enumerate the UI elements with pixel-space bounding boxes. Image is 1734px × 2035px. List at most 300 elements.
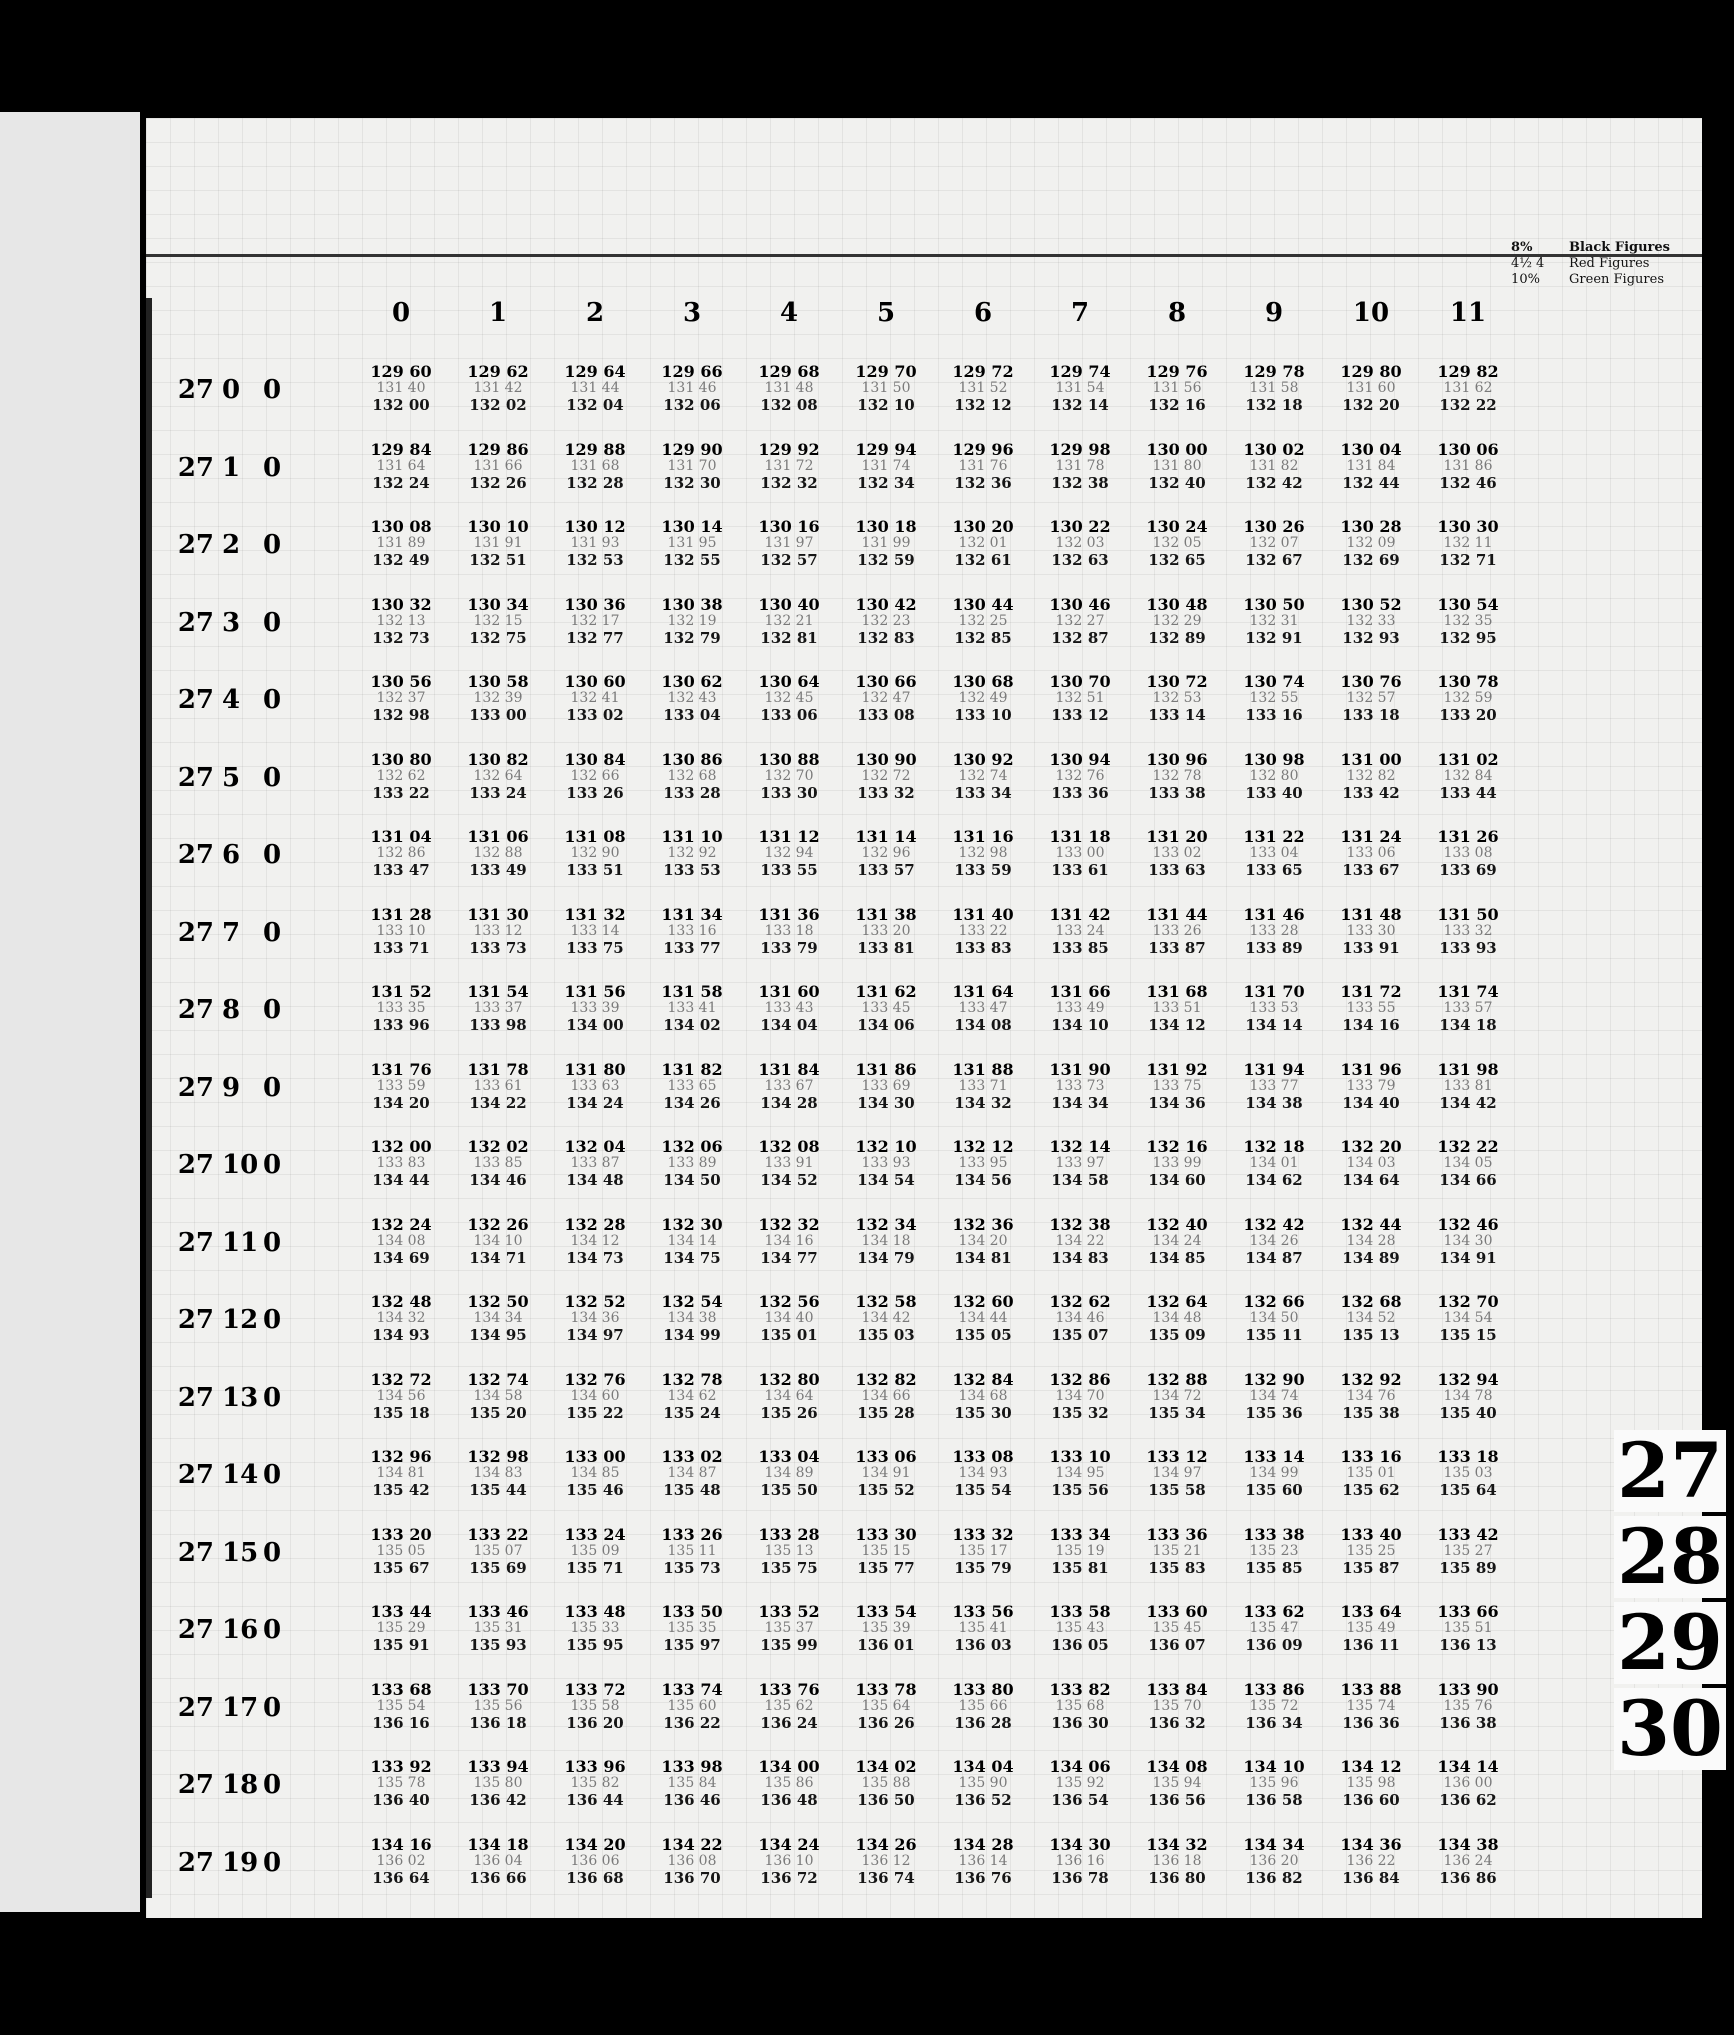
table-cell bbox=[1138, 673, 1216, 724]
table-cell bbox=[1235, 983, 1313, 1034]
table-cell bbox=[1041, 1138, 1119, 1189]
black-figure: 131 66 bbox=[1049, 982, 1111, 1001]
thumb-tab[interactable]: 27 bbox=[1614, 1430, 1726, 1512]
red-figure: 131 44 bbox=[570, 380, 620, 396]
green-figure: 133 47 bbox=[372, 861, 430, 879]
row-header-part: 1 bbox=[222, 452, 241, 483]
red-figure: 132 31 bbox=[1249, 612, 1299, 629]
table-cell bbox=[1041, 518, 1119, 569]
black-figure: 133 04 bbox=[758, 1447, 820, 1466]
green-figure: 134 46 bbox=[469, 1171, 527, 1189]
table-cell bbox=[847, 1216, 925, 1267]
red-figure: 131 97 bbox=[764, 535, 814, 551]
black-figure: 133 84 bbox=[1146, 1679, 1208, 1699]
black-figure: 130 80 bbox=[370, 749, 432, 769]
black-figure: 133 22 bbox=[467, 1524, 529, 1544]
red-figure: 132 92 bbox=[667, 845, 717, 861]
table-cell bbox=[556, 673, 634, 724]
table-cell bbox=[556, 1681, 634, 1732]
table-cell bbox=[1332, 363, 1410, 414]
table-cell bbox=[750, 441, 828, 492]
table-cell bbox=[847, 1758, 925, 1809]
table-cell bbox=[653, 518, 731, 569]
black-figure: 134 06 bbox=[1049, 1757, 1111, 1776]
green-figure: 132 55 bbox=[663, 551, 721, 569]
row-header bbox=[176, 1848, 284, 1878]
row-header-part: 7 bbox=[222, 917, 241, 948]
red-figure: 132 68 bbox=[667, 767, 717, 784]
green-figure: 133 04 bbox=[663, 706, 721, 724]
table-cell bbox=[1429, 906, 1507, 957]
table-cell bbox=[1041, 1603, 1119, 1654]
table-cell bbox=[1235, 1448, 1313, 1499]
red-figure: 135 41 bbox=[958, 1620, 1008, 1636]
table-cell bbox=[362, 596, 440, 647]
table-cell bbox=[750, 906, 828, 957]
red-figure: 132 41 bbox=[570, 690, 620, 706]
red-figure: 135 98 bbox=[1346, 1775, 1396, 1791]
table-cell bbox=[750, 1758, 828, 1809]
table-cell bbox=[1235, 1758, 1313, 1809]
table-cell bbox=[944, 1758, 1022, 1809]
green-figure: 132 42 bbox=[1245, 473, 1303, 492]
green-figure: 136 64 bbox=[372, 1868, 430, 1887]
black-figure: 133 66 bbox=[1437, 1602, 1499, 1621]
row-header-part: 10 bbox=[222, 1150, 259, 1180]
black-figure: 133 56 bbox=[952, 1602, 1014, 1621]
green-figure: 133 51 bbox=[566, 861, 624, 879]
column-header: 7 bbox=[1070, 298, 1090, 328]
black-figure: 129 86 bbox=[467, 439, 529, 459]
black-figure: 130 04 bbox=[1340, 439, 1402, 459]
green-figure: 132 12 bbox=[954, 396, 1012, 414]
green-figure: 134 73 bbox=[566, 1248, 624, 1267]
green-figure: 136 72 bbox=[760, 1868, 818, 1887]
red-figure: 133 67 bbox=[764, 1077, 814, 1094]
green-figure: 134 79 bbox=[857, 1248, 915, 1267]
green-figure: 136 86 bbox=[1439, 1868, 1497, 1887]
red-figure: 134 44 bbox=[958, 1310, 1008, 1326]
red-figure: 134 30 bbox=[1443, 1232, 1493, 1249]
black-figure: 129 84 bbox=[370, 439, 432, 459]
black-figure: 130 52 bbox=[1340, 594, 1402, 614]
black-figure: 130 46 bbox=[1049, 594, 1111, 614]
black-figure: 133 18 bbox=[1437, 1447, 1499, 1466]
table-cell bbox=[750, 596, 828, 647]
table-cell bbox=[362, 1293, 440, 1344]
table-cell bbox=[1138, 363, 1216, 414]
black-figure: 130 64 bbox=[758, 672, 820, 691]
black-figure: 134 12 bbox=[1340, 1757, 1402, 1776]
black-figure: 134 28 bbox=[952, 1834, 1014, 1854]
table-cell bbox=[362, 1371, 440, 1422]
green-figure: 132 06 bbox=[663, 396, 721, 414]
red-figure: 134 16 bbox=[764, 1232, 814, 1249]
red-figure: 132 80 bbox=[1249, 767, 1299, 784]
red-figure: 132 74 bbox=[958, 767, 1008, 784]
row-header-part: 19 bbox=[222, 1847, 259, 1878]
black-figure: 129 68 bbox=[758, 362, 820, 381]
green-figure: 132 61 bbox=[954, 551, 1012, 569]
red-figure: 132 19 bbox=[667, 612, 717, 629]
red-figure: 133 97 bbox=[1055, 1155, 1105, 1171]
red-figure: 132 33 bbox=[1346, 612, 1396, 629]
table-cell bbox=[1235, 906, 1313, 957]
red-figure: 132 88 bbox=[473, 845, 523, 861]
black-figure: 130 78 bbox=[1437, 672, 1499, 691]
green-figure: 134 06 bbox=[857, 1016, 915, 1034]
green-figure: 132 83 bbox=[857, 628, 915, 647]
table-cell bbox=[1041, 673, 1119, 724]
row-header-part: 27 bbox=[177, 530, 214, 560]
row-header bbox=[176, 530, 284, 560]
black-figure: 133 34 bbox=[1049, 1524, 1111, 1544]
green-figure: 135 38 bbox=[1342, 1403, 1400, 1422]
table-cell bbox=[847, 1603, 925, 1654]
row-header bbox=[176, 1073, 284, 1103]
red-figure: 132 78 bbox=[1152, 767, 1202, 784]
table-cell bbox=[1138, 1371, 1216, 1422]
black-figure: 130 70 bbox=[1049, 672, 1111, 691]
green-figure: 132 67 bbox=[1245, 551, 1303, 569]
red-figure: 133 22 bbox=[958, 922, 1008, 939]
red-figure: 132 64 bbox=[473, 767, 523, 784]
table-cell bbox=[556, 828, 634, 879]
black-figure: 131 34 bbox=[661, 904, 723, 924]
table-cell bbox=[1332, 751, 1410, 802]
row-header bbox=[176, 1615, 284, 1645]
red-figure: 132 13 bbox=[376, 612, 426, 629]
table-cell bbox=[847, 1448, 925, 1499]
green-figure: 136 03 bbox=[954, 1636, 1012, 1654]
green-figure: 133 40 bbox=[1245, 783, 1303, 802]
red-figure: 135 09 bbox=[570, 1542, 620, 1559]
black-figure: 133 62 bbox=[1243, 1602, 1305, 1621]
red-figure: 133 30 bbox=[1346, 922, 1396, 939]
green-figure: 135 60 bbox=[1245, 1481, 1303, 1499]
table-cell bbox=[1235, 1138, 1313, 1189]
black-figure: 130 32 bbox=[370, 594, 432, 614]
table-cell bbox=[459, 1758, 537, 1809]
table-cell bbox=[653, 1681, 731, 1732]
green-figure: 132 14 bbox=[1051, 396, 1109, 414]
green-figure: 134 54 bbox=[857, 1171, 915, 1189]
table-cell bbox=[1332, 441, 1410, 492]
red-figure: 131 82 bbox=[1249, 457, 1299, 474]
table-cell bbox=[1235, 1603, 1313, 1654]
black-figure: 133 42 bbox=[1437, 1524, 1499, 1544]
black-figure: 133 68 bbox=[370, 1679, 432, 1699]
green-figure: 133 18 bbox=[1342, 706, 1400, 724]
table-cell bbox=[1041, 441, 1119, 492]
green-figure: 132 71 bbox=[1439, 551, 1497, 569]
red-figure: 132 51 bbox=[1055, 690, 1105, 706]
red-figure: 135 51 bbox=[1443, 1620, 1493, 1636]
red-figure: 135 35 bbox=[667, 1620, 717, 1636]
table-cell bbox=[847, 828, 925, 879]
green-figure: 136 70 bbox=[663, 1868, 721, 1887]
row-header-part: 0 bbox=[262, 685, 282, 715]
red-figure: 133 75 bbox=[1152, 1077, 1202, 1094]
table-cell bbox=[1429, 1526, 1507, 1577]
green-figure: 133 85 bbox=[1051, 938, 1109, 957]
green-figure: 134 75 bbox=[663, 1248, 721, 1267]
black-figure: 129 60 bbox=[370, 362, 432, 381]
table-cell bbox=[653, 1138, 731, 1189]
row-header-part: 27 bbox=[177, 917, 214, 948]
green-figure: 135 48 bbox=[663, 1481, 721, 1499]
red-figure: 135 76 bbox=[1443, 1697, 1493, 1714]
legend-label: Red Figures bbox=[1569, 256, 1650, 271]
thumb-tab[interactable]: 29 bbox=[1614, 1602, 1726, 1684]
black-figure: 129 80 bbox=[1340, 362, 1402, 381]
green-figure: 135 91 bbox=[372, 1636, 430, 1654]
black-figure: 134 24 bbox=[758, 1834, 820, 1854]
green-figure: 136 42 bbox=[469, 1791, 527, 1809]
green-figure: 134 24 bbox=[566, 1093, 624, 1112]
table-cell bbox=[556, 1293, 634, 1344]
legend-key: 4½ 4 bbox=[1511, 256, 1545, 271]
green-figure: 133 91 bbox=[1342, 938, 1400, 957]
red-figure: 136 08 bbox=[667, 1852, 717, 1869]
black-figure: 129 98 bbox=[1049, 439, 1111, 459]
green-figure: 132 91 bbox=[1245, 628, 1303, 647]
table-cell bbox=[556, 596, 634, 647]
red-figure: 135 66 bbox=[958, 1697, 1008, 1714]
red-figure: 132 01 bbox=[958, 535, 1008, 551]
green-figure: 136 52 bbox=[954, 1791, 1012, 1809]
black-figure: 130 24 bbox=[1146, 517, 1208, 536]
green-figure: 133 63 bbox=[1148, 861, 1206, 879]
black-figure: 132 12 bbox=[952, 1137, 1014, 1156]
red-figure: 133 24 bbox=[1055, 922, 1105, 939]
red-figure: 136 24 bbox=[1443, 1852, 1493, 1869]
black-figure: 133 38 bbox=[1243, 1524, 1305, 1544]
green-figure: 133 08 bbox=[857, 706, 915, 724]
red-figure: 135 25 bbox=[1346, 1542, 1396, 1559]
row-header bbox=[176, 375, 284, 405]
black-figure: 132 18 bbox=[1243, 1137, 1305, 1156]
red-figure: 131 78 bbox=[1055, 457, 1105, 474]
green-figure: 136 01 bbox=[857, 1636, 915, 1654]
black-figure: 129 96 bbox=[952, 439, 1014, 459]
red-figure: 132 37 bbox=[376, 690, 426, 706]
black-figure: 133 78 bbox=[855, 1679, 917, 1699]
red-figure: 134 08 bbox=[376, 1232, 426, 1249]
red-figure: 135 29 bbox=[376, 1620, 426, 1636]
green-figure: 132 44 bbox=[1342, 473, 1400, 492]
red-figure: 133 18 bbox=[764, 922, 814, 939]
red-figure: 136 04 bbox=[473, 1852, 523, 1869]
table-cell bbox=[847, 1526, 925, 1577]
black-figure: 130 96 bbox=[1146, 749, 1208, 769]
red-figure: 132 94 bbox=[764, 845, 814, 861]
table-cell bbox=[750, 751, 828, 802]
black-figure: 134 08 bbox=[1146, 1757, 1208, 1776]
green-figure: 135 18 bbox=[372, 1403, 430, 1422]
table-cell bbox=[556, 1758, 634, 1809]
red-figure: 135 60 bbox=[667, 1697, 717, 1714]
red-figure: 131 74 bbox=[861, 457, 911, 474]
column-header: 1 bbox=[488, 298, 508, 328]
black-figure: 129 94 bbox=[855, 439, 917, 459]
red-figure: 134 05 bbox=[1443, 1155, 1493, 1171]
red-figure: 134 52 bbox=[1346, 1310, 1396, 1326]
table-cell bbox=[944, 1526, 1022, 1577]
red-figure: 134 24 bbox=[1152, 1232, 1202, 1249]
red-figure: 135 21 bbox=[1152, 1542, 1202, 1559]
red-figure: 135 96 bbox=[1249, 1775, 1299, 1791]
row-header bbox=[176, 1693, 284, 1723]
red-figure: 135 31 bbox=[473, 1620, 523, 1636]
green-figure: 134 58 bbox=[1051, 1171, 1109, 1189]
black-figure: 132 34 bbox=[855, 1214, 917, 1234]
red-figure: 133 47 bbox=[958, 1000, 1008, 1016]
row-header-part: 27 bbox=[177, 1460, 214, 1490]
red-figure: 135 64 bbox=[861, 1697, 911, 1714]
red-figure: 135 15 bbox=[861, 1542, 911, 1559]
red-figure: 134 76 bbox=[1346, 1387, 1396, 1404]
red-figure: 133 02 bbox=[1152, 845, 1202, 861]
row-header-part: 0 bbox=[262, 1227, 282, 1258]
black-figure: 132 70 bbox=[1437, 1292, 1499, 1311]
table-cell bbox=[847, 751, 925, 802]
green-figure: 133 83 bbox=[954, 938, 1012, 957]
black-figure: 130 22 bbox=[1049, 517, 1111, 536]
black-figure: 130 66 bbox=[855, 672, 917, 691]
black-figure: 132 76 bbox=[564, 1369, 626, 1389]
green-figure: 136 09 bbox=[1245, 1636, 1303, 1654]
green-figure: 133 36 bbox=[1051, 783, 1109, 802]
red-figure: 136 00 bbox=[1443, 1775, 1493, 1791]
black-figure: 130 54 bbox=[1437, 594, 1499, 614]
table-cell bbox=[1138, 828, 1216, 879]
black-figure: 134 26 bbox=[855, 1834, 917, 1854]
green-figure: 134 66 bbox=[1439, 1171, 1497, 1189]
black-figure: 132 26 bbox=[467, 1214, 529, 1234]
black-figure: 132 82 bbox=[855, 1369, 917, 1389]
table-cell bbox=[750, 1448, 828, 1499]
red-figure: 132 86 bbox=[376, 845, 426, 861]
black-figure: 131 72 bbox=[1340, 982, 1402, 1001]
black-figure: 133 98 bbox=[661, 1757, 723, 1776]
table-cell bbox=[944, 1061, 1022, 1112]
table-cell bbox=[1332, 828, 1410, 879]
black-figure: 134 00 bbox=[758, 1757, 820, 1776]
row-header-part: 3 bbox=[222, 607, 241, 638]
column-header: 0 bbox=[391, 298, 411, 328]
green-figure: 133 49 bbox=[469, 861, 527, 879]
red-figure: 133 77 bbox=[1249, 1077, 1299, 1094]
table-cell bbox=[556, 1526, 634, 1577]
green-figure: 133 71 bbox=[372, 938, 430, 957]
black-figure: 131 58 bbox=[661, 982, 723, 1001]
table-cell bbox=[1041, 1758, 1119, 1809]
green-figure: 133 96 bbox=[372, 1016, 430, 1034]
black-figure: 130 82 bbox=[467, 749, 529, 769]
red-figure: 131 99 bbox=[861, 535, 911, 551]
black-figure: 132 08 bbox=[758, 1137, 820, 1156]
legend-key: 8% bbox=[1511, 240, 1533, 255]
red-figure: 133 99 bbox=[1152, 1155, 1202, 1171]
green-figure: 135 26 bbox=[760, 1403, 818, 1422]
red-figure: 135 11 bbox=[667, 1542, 717, 1559]
green-figure: 132 69 bbox=[1342, 551, 1400, 569]
table-cell bbox=[1332, 1293, 1410, 1344]
green-figure: 134 97 bbox=[566, 1326, 624, 1344]
red-figure: 132 47 bbox=[861, 690, 911, 706]
green-figure: 135 73 bbox=[663, 1558, 721, 1577]
red-figure: 134 58 bbox=[473, 1387, 523, 1404]
thumb-tab[interactable]: 30 bbox=[1614, 1688, 1726, 1770]
black-figure: 130 06 bbox=[1437, 439, 1499, 459]
table-cell bbox=[1429, 1836, 1507, 1887]
green-figure: 136 16 bbox=[372, 1713, 430, 1732]
black-figure: 130 08 bbox=[370, 517, 432, 536]
table-cell bbox=[1235, 828, 1313, 879]
green-figure: 134 30 bbox=[857, 1093, 915, 1112]
thumb-tab[interactable]: 28 bbox=[1614, 1516, 1726, 1598]
column-header: 6 bbox=[973, 298, 993, 328]
row-header-part: 5 bbox=[222, 762, 241, 793]
black-figure: 129 70 bbox=[855, 362, 917, 381]
table-cell bbox=[847, 673, 925, 724]
table-cell bbox=[1138, 441, 1216, 492]
red-figure: 134 70 bbox=[1055, 1387, 1105, 1404]
green-figure: 135 93 bbox=[469, 1636, 527, 1654]
green-figure: 136 05 bbox=[1051, 1636, 1109, 1654]
green-figure: 136 32 bbox=[1148, 1713, 1206, 1732]
red-figure: 131 80 bbox=[1152, 457, 1202, 474]
table-cell bbox=[944, 1448, 1022, 1499]
red-figure: 135 23 bbox=[1249, 1542, 1299, 1559]
column-header: 8 bbox=[1167, 298, 1187, 328]
red-figure: 134 10 bbox=[473, 1232, 523, 1249]
table-cell bbox=[1041, 906, 1119, 957]
table-cell bbox=[459, 1061, 537, 1112]
green-figure: 133 02 bbox=[566, 706, 624, 724]
facing-page bbox=[0, 112, 140, 1912]
black-figure: 132 00 bbox=[370, 1137, 432, 1156]
black-figure: 131 68 bbox=[1146, 982, 1208, 1001]
red-figure: 135 90 bbox=[958, 1775, 1008, 1791]
black-figure: 130 44 bbox=[952, 594, 1014, 614]
table-cell bbox=[459, 1293, 537, 1344]
table-cell bbox=[944, 1293, 1022, 1344]
black-figure: 131 38 bbox=[855, 904, 917, 924]
green-figure: 136 78 bbox=[1051, 1868, 1109, 1887]
green-figure: 134 91 bbox=[1439, 1248, 1497, 1267]
table-cell bbox=[847, 363, 925, 414]
red-figure: 134 93 bbox=[958, 1465, 1008, 1481]
red-figure: 135 80 bbox=[473, 1775, 523, 1791]
row-header bbox=[176, 1150, 284, 1180]
row-header-part: 27 bbox=[177, 1072, 214, 1103]
red-figure: 135 45 bbox=[1152, 1620, 1202, 1636]
rate-table bbox=[146, 118, 1702, 1918]
red-figure: 134 20 bbox=[958, 1232, 1008, 1249]
green-figure: 136 30 bbox=[1051, 1713, 1109, 1732]
row-header-part: 27 bbox=[177, 840, 214, 870]
black-figure: 133 26 bbox=[661, 1524, 723, 1544]
table-cell bbox=[1041, 1681, 1119, 1732]
table-cell bbox=[556, 1448, 634, 1499]
black-figure: 132 60 bbox=[952, 1292, 1014, 1311]
table-cell bbox=[1041, 1448, 1119, 1499]
black-figure: 134 14 bbox=[1437, 1757, 1499, 1776]
green-figure: 132 22 bbox=[1439, 396, 1497, 414]
table-cell bbox=[556, 1603, 634, 1654]
